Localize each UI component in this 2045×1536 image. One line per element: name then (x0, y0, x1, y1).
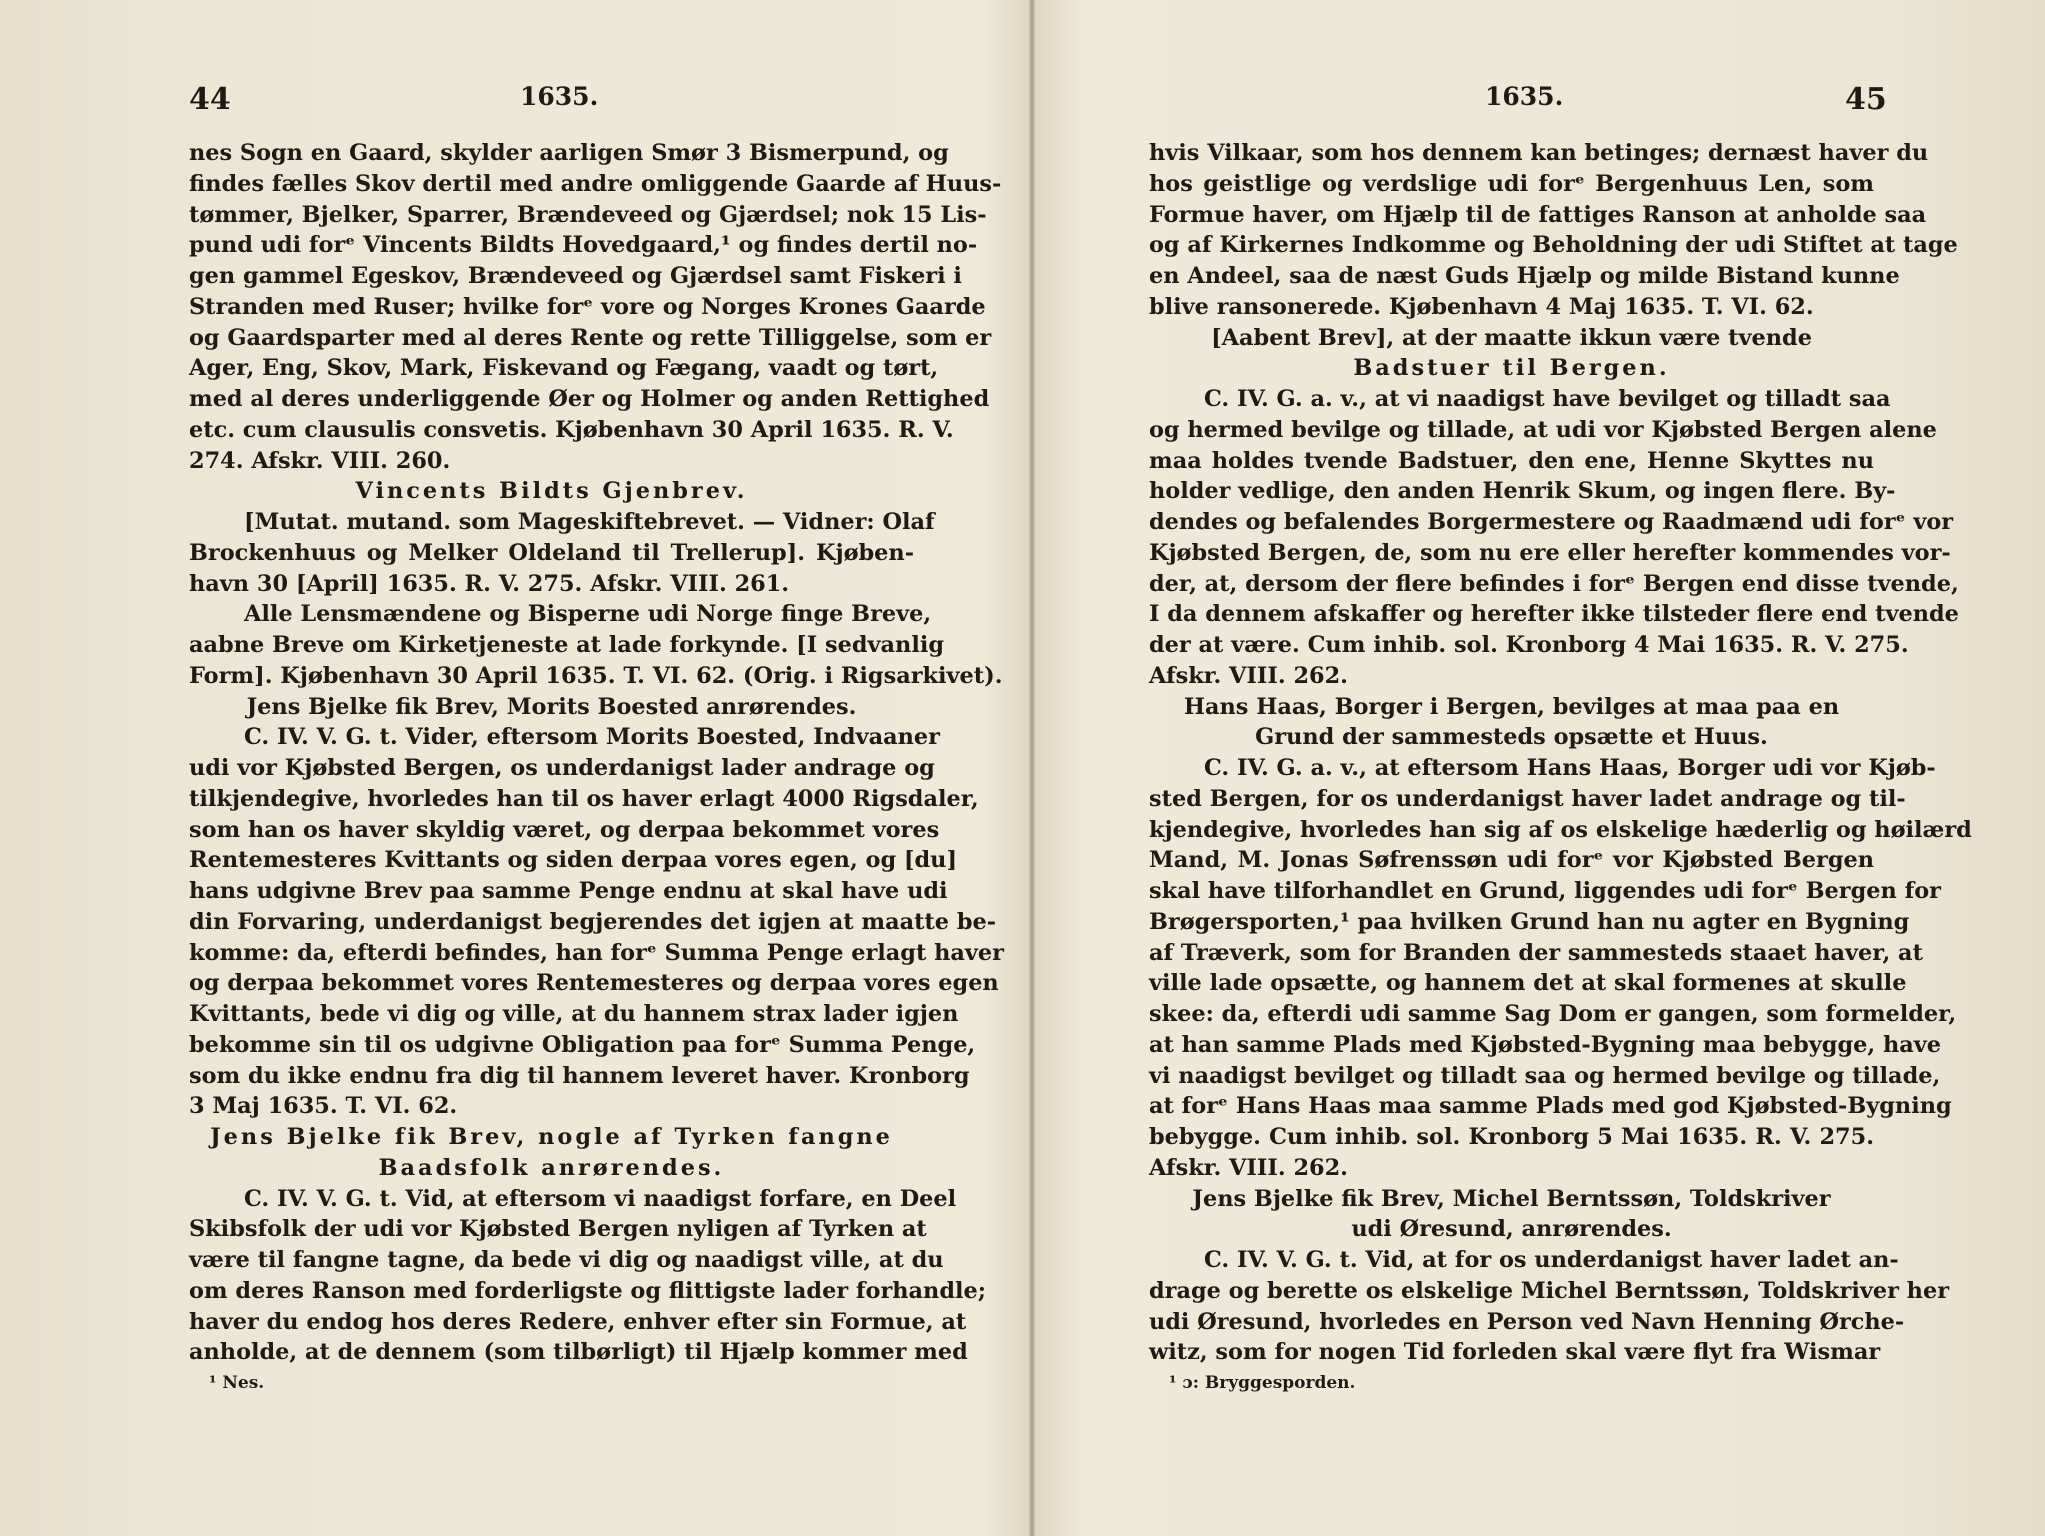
text-line: og derpaa bekommet vores Rentemesteres og derpaa vores egen (189, 970, 999, 997)
text-line: C. IV. V. G. t. Vid, at eftersom vi naadigst forfare, en Deel (244, 1185, 957, 1212)
text-line: som du ikke endnu fra dig til hannem leveret haver. Kronborg (189, 1062, 970, 1089)
text-line: hans udgivne Brev paa samme Penge endnu at skal have udi (189, 878, 948, 904)
text-line: I da dennem afskaffer og herefter ikke tilsteder flere end tvende (1149, 601, 1959, 628)
text-line: Brockenhuus og Melker Oldeland til Trellerup]. Kjøben- (189, 539, 914, 566)
text-line: hos geistlige og verdslige udi forᵉ Bergenhuus Len, som (1149, 170, 1874, 197)
text-line: holder vedlige, den anden Henrik Skum, og ingen flere. By- (1149, 478, 1896, 505)
text-line: 3 Maj 1635. T. VI. 62. (189, 1093, 458, 1120)
text-line: 274. Afskr. VIII. 260. (189, 447, 451, 474)
text-line: som han os haver skyldig været, og derpaa bekommet vores (189, 816, 940, 843)
text-line: C. IV. G. a. v., at eftersom Hans Haas, Borger udi vor Kjøb- (1204, 755, 1936, 781)
text-line: Ager, Eng, Skov, Mark, Fiskevand og Fægang, vaadt og tørt, (189, 355, 939, 382)
text-line: udi Øresund, hvorledes en Person ved Navn Henning Ørche- (1149, 1308, 1905, 1335)
text-line: komme: da, efterdi befindes, han forᵉ Summa Penge erlagt haver (189, 939, 1004, 966)
text-line: tømmer, Bjelker, Sparrer, Brændeveed og Gjærdsel; nok 15 Lis- (189, 201, 987, 228)
text-line: Skibsfolk der udi vor Kjøbsted Bergen nyligen af Tyrken at (189, 1216, 927, 1243)
text-line: Jens Bjelke fik Brev, Michel Berntssøn, Toldskriver (1192, 1185, 1831, 1212)
text-line: af Træverk, som for Branden der sammesteds staaet haver, at (1149, 939, 1923, 966)
text-line: Jens Bjelke fik Brev, Morits Boested anrørendes. (246, 693, 857, 720)
text-line: Badstuer til Bergen. (1353, 355, 1670, 382)
text-line: din Forvaring, underdanigst begjerendes det igjen at maatte be- (189, 908, 997, 935)
footnote: ¹ ɔ: Bryggesporden. (1169, 1373, 1356, 1393)
text-line: gen gammel Egeskov, Brændeveed og Gjærdsel samt Fiskeri i (189, 263, 962, 289)
text-line: Grund der sammesteds opsætte et Huus. (1255, 724, 1768, 751)
text-line: Afskr. VIII. 262. (1149, 662, 1348, 689)
text-line: vi naadigst bevilget og tilladt saa og hermed bevilge og tillade, (1149, 1062, 1941, 1089)
text-line: anholde, at de dennem (som tilbørligt) til Hjælp kommer med (189, 1339, 968, 1366)
running-header-year: 1635. (1485, 82, 1564, 111)
text-line: nes Sogn en Gaard, skylder aarligen Smør 3 Bismerpund, og (189, 140, 949, 166)
text-line: C. IV. V. G. t. Vider, eftersom Morits Boested, Indvaaner (244, 724, 940, 751)
text-line: sted Bergen, for os underdanigst haver ladet andrage og til- (1149, 785, 1906, 812)
text-line: ville lade opsætte, og hannem det at skal formenes at skulle (1149, 970, 1907, 997)
running-header-year: 1635. (520, 82, 599, 111)
text-line: udi Øresund, anrørendes. (1351, 1216, 1672, 1243)
text-line: C. IV. V. G. t. Vid, at for os underdanigst haver ladet an- (1204, 1247, 1899, 1273)
text-line: og Gaardsparter med al deres Rente og rette Tilliggelse, som er (189, 324, 992, 351)
text-line: dendes og befalendes Borgermestere og Raadmænd udi forᵉ vor (1149, 509, 1954, 535)
text-line: tilkjendegive, hvorledes han til os haver erlagt 4000 Rigsdaler, (189, 785, 979, 812)
text-line: der, at, dersom der flere befindes i forᵉ Bergen end disse tvende, (1149, 570, 1959, 597)
text-line: at han samme Plads med Kjøbsted-Bygning maa bebygge, have (1149, 1031, 1942, 1058)
text-line: der at være. Cum inhib. sol. Kronborg 4 Mai 1635. R. V. 275. (1149, 632, 1909, 658)
text-line: Formue haver, om Hjælp til de fattiges Ranson at anholde saa (1149, 201, 1927, 228)
text-line: skee: da, efterdi udi samme Sag Dom er gangen, som formelder, (1149, 1001, 1957, 1027)
text-line: pund udi forᵉ Vincents Bildts Hovedgaard,¹ og findes dertil no- (189, 232, 978, 259)
text-line: og af Kirkernes Indkomme og Beholdning der udi Stiftet at tage (1149, 232, 1958, 259)
text-line: [Aabent Brev], at der maatte ikkun være tvende (1211, 324, 1812, 351)
text-line: Kvittants, bede vi dig og ville, at du hannem strax lader igjen (189, 1001, 959, 1027)
text-line: Stranden med Ruser; hvilke forᵉ vore og Norges Krones Gaarde (189, 293, 986, 320)
page-number: 44 (189, 82, 231, 117)
text-line: Rentemesteres Kvittants og siden derpaa vores egen, og [du] (189, 847, 958, 874)
text-line: kjendegive, hvorledes han sig af os elskelige hæderlig og høilærd (1149, 816, 1972, 843)
text-line: udi vor Kjøbsted Bergen, os underdanigst lader andrage og (189, 755, 935, 781)
text-line: maa holdes tvende Badstuer, den ene, Henne Skyttes nu (1149, 447, 1874, 474)
text-line: skal have tilforhandlet en Grund, liggendes udi forᵉ Bergen for (1149, 878, 1941, 904)
page-number: 45 (1845, 82, 1887, 117)
text-line: findes fælles Skov dertil med andre omliggende Gaarde af Huus- (189, 170, 1002, 197)
right-page (1035, 0, 2045, 1536)
text-line: Baadsfolk anrørendes. (378, 1154, 725, 1181)
footnote: ¹ Nes. (209, 1373, 265, 1393)
text-line: drage og berette os elskelige Michel Berntssøn, Toldskriver her (1149, 1277, 1950, 1304)
text-line: Jens Bjelke fik Brev, nogle af Tyrken fangne (210, 1124, 893, 1150)
text-line: med al deres underliggende Øer og Holmer og anden Rettighed (189, 386, 990, 412)
text-line: en Andeel, saa de næst Guds Hjælp og milde Bistand kunne (1149, 263, 1900, 289)
text-line: Alle Lensmændene og Bisperne udi Norge finge Breve, (244, 601, 932, 628)
text-line: Afskr. VIII. 262. (1149, 1154, 1348, 1181)
text-line: Kjøbsted Bergen, de, som nu ere eller herefter kommendes vor- (1149, 539, 1951, 566)
text-line: at forᵉ Hans Haas maa samme Plads med god Kjøbsted-Bygning (1149, 1093, 1952, 1120)
text-line: og hermed bevilge og tillade, at udi vor Kjøbsted Bergen alene (1149, 416, 1937, 443)
text-line: om deres Ranson med forderligste og flittigste lader forhandle; (189, 1277, 987, 1304)
text-line: Vincents Bildts Gjenbrev. (355, 478, 748, 505)
text-line: blive ransonerede. Kjøbenhavn 4 Maj 1635. T. VI. 62. (1149, 293, 1814, 320)
text-line: bebygge. Cum inhib. sol. Kronborg 5 Mai 1635. R. V. 275. (1149, 1124, 1874, 1150)
text-line: haver du endog hos deres Redere, enhver efter sin Formue, at (189, 1308, 967, 1335)
page-body (189, 138, 1004, 1398)
text-line: [Mutat. mutand. som Mageskiftebrevet. — Vidner: Olaf (244, 509, 935, 535)
text-line: havn 30 [April] 1635. R. V. 275. Afskr. VIII. 261. (189, 570, 790, 597)
text-line: Mand, M. Jonas Søfrenssøn udi forᵉ vor Kjøbsted Bergen (1149, 847, 1874, 874)
page-body (1149, 138, 1972, 1398)
text-line: C. IV. G. a. v., at vi naadigst have bevilget og tilladt saa (1204, 386, 1891, 412)
text-line: Form]. Kjøbenhavn 30 April 1635. T. VI. 62. (Orig. i Rigsarkivet). (189, 662, 1003, 689)
text-line: være til fangne tagne, da bede vi dig og naadigst ville, at du (189, 1247, 944, 1273)
text-line: aabne Breve om Kirketjeneste at lade forkynde. [I sedvanlig (189, 632, 945, 658)
text-line: Brøgersporten,¹ paa hvilken Grund han nu agter en Bygning (1149, 908, 1910, 935)
text-line: Hans Haas, Borger i Bergen, bevilges at maa paa en (1183, 693, 1840, 720)
text-line: hvis Vilkaar, som hos dennem kan betinges; dernæst haver du (1149, 140, 1929, 166)
text-line: bekomme sin til os udgivne Obligation paa forᵉ Summa Penge, (189, 1031, 976, 1058)
text-line: witz, som for nogen Tid forleden skal være flyt fra Wismar (1149, 1339, 1881, 1366)
text-line: etc. cum clausulis consvetis. Kjøbenhavn 30 April 1635. R. V. (189, 416, 954, 443)
